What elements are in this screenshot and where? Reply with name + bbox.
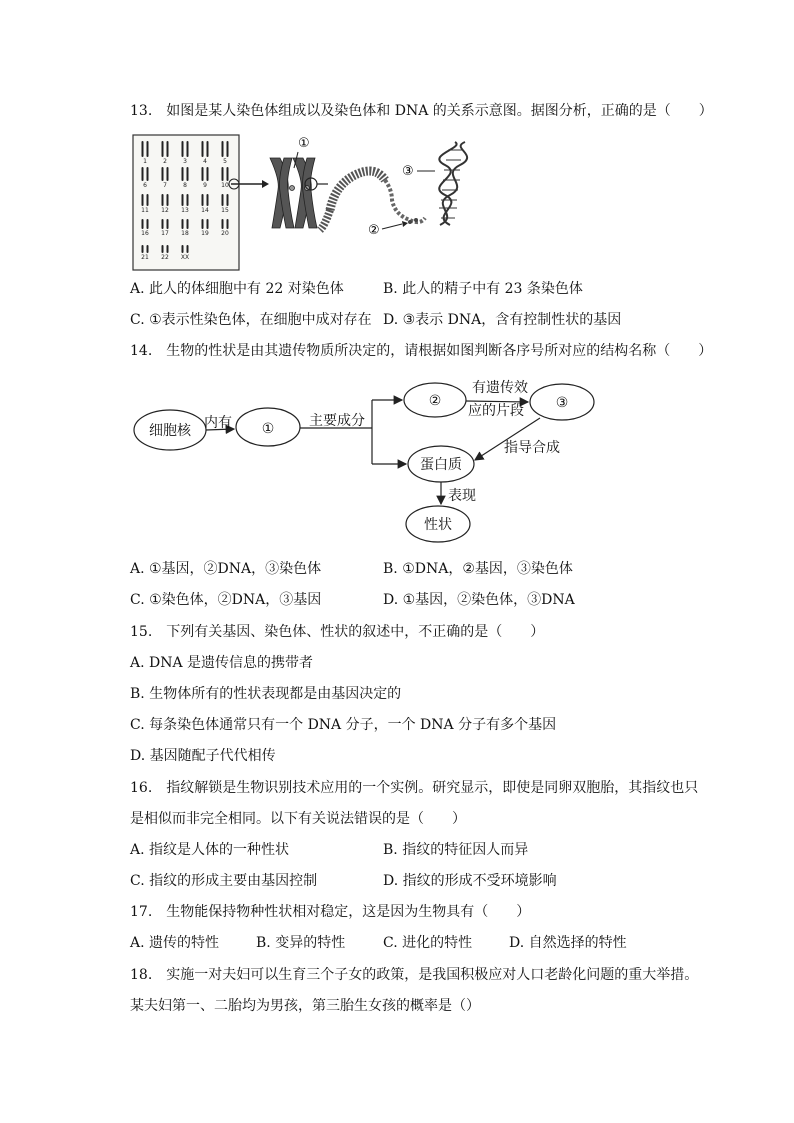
karyotype-number: 6 (143, 182, 147, 189)
karyotype-number: 16 (141, 230, 149, 237)
q14-stem: 14. 生物的性状是由其遗传物质所决定的，请根据如图判断各序号所对应的结构名称（ ） (130, 343, 713, 359)
karyotype-number: 21 (141, 254, 149, 261)
karyotype-number: 5 (223, 158, 227, 165)
q14-option-b: B. ①DNA，②基因，③染色体 (383, 561, 573, 577)
label-effect-line1: 有遗传效 (472, 380, 528, 396)
q15-option-d: D. 基因随配子代代相传 (130, 748, 276, 764)
q13-option-d: D. ③表示 DNA，含有控制性状的基因 (383, 312, 622, 328)
q15-option-c: C. 每条染色体通常只有一个 DNA 分子，一个 DNA 分子有多个基因 (130, 717, 557, 733)
q17-option-c: C. 进化的特性 (383, 935, 473, 951)
karyotype-number: 13 (181, 207, 189, 214)
q14-option-a: A. ①基因，②DNA，③染色体 (130, 561, 322, 577)
node-trait: 性状 (424, 517, 452, 533)
dna-helix-image (439, 142, 467, 225)
karyotype-number: 3 (183, 158, 187, 165)
q16-stem-line1: 16. 指纹解锁是生物识别技术应用的一个实例。研究显示，即使是同卵双胞胎，其指纹也只 (130, 780, 699, 796)
node-nucleus: 细胞核 (149, 423, 191, 439)
q13-option-c: C. ①表示性染色体，在细胞中成对存在 (130, 312, 372, 328)
karyotype-number: 11 (141, 207, 149, 214)
karyotype-number: 22 (161, 254, 169, 261)
q16-option-c: C. 指纹的形成主要由基因控制 (130, 873, 318, 889)
karyotype-number: 14 (201, 207, 209, 214)
karyotype-number: 20 (221, 230, 229, 237)
q16-stem-line2: 是相似而非完全相同。以下有关说法错误的是（ ） (130, 811, 466, 827)
label-3: ③ (402, 164, 414, 179)
node-2: ② (428, 393, 442, 409)
q15-stem: 15. 下列有关基因、染色体、性状的叙述中，不正确的是（ ） (130, 624, 545, 640)
q13-figure (130, 130, 610, 275)
karyotype-image (133, 135, 239, 270)
node-1: ① (261, 421, 275, 437)
q17-stem: 17. 生物能保持物种性状相对稳定，这是因为生物具有（ ） (130, 904, 531, 920)
q13-stem: 13. 如图是某人染色体组成以及染色体和 DNA 的关系示意图。据图分析，正确的是（ ） (130, 103, 713, 119)
karyotype-number: 8 (183, 182, 187, 189)
q14-option-d: D. ①基因，②染色体，③DNA (383, 592, 575, 608)
karyotype-number: 7 (163, 182, 167, 189)
q13-option-b: B. 此人的精子中有 23 条染色体 (383, 281, 583, 297)
q18-stem-line1: 18. 实施一对夫妇可以生育三个子女的政策，是我国积极应对人口老龄化问题的重大举措。 (130, 967, 699, 983)
label-guide: 指导合成 (504, 440, 560, 456)
q17-option-d: D. 自然选择的特性 (509, 935, 627, 951)
chromosome-image (270, 158, 317, 228)
q14-option-c: C. ①染色体，②DNA，③基因 (130, 592, 322, 608)
q17-option-a: A. 遗传的特性 (130, 935, 220, 951)
q13-option-a: A. 此人的体细胞中有 22 对染色体 (130, 281, 344, 297)
q18-stem-line2: 某夫妇第一、二胎均为男孩，第三胎生女孩的概率是（） (130, 998, 480, 1014)
karyotype-number: 18 (181, 230, 189, 237)
label-express: 表现 (448, 488, 476, 504)
karyotype-number: 12 (161, 207, 169, 214)
karyotype-number: 1 (143, 158, 147, 165)
q17-option-b: B. 变异的特性 (256, 935, 346, 951)
karyotype-number: 2 (163, 158, 167, 165)
karyotype-number: XX (180, 254, 190, 261)
label-contains: 内有 (204, 415, 232, 431)
q16-option-a: A. 指纹是人体的一种性状 (130, 842, 290, 858)
karyotype-number: 4 (203, 158, 207, 165)
q16-option-d: D. 指纹的形成不受环境影响 (383, 873, 557, 889)
node-3: ③ (555, 395, 569, 411)
karyotype-number: 17 (161, 230, 169, 237)
node-protein: 蛋白质 (420, 457, 462, 473)
karyotype-number: 9 (203, 182, 207, 189)
label-effect-line2: 应的片段 (468, 403, 524, 419)
karyotype-number: 10 (221, 182, 229, 189)
label-2: ② (368, 223, 380, 238)
q15-option-a: A. DNA 是遗传信息的携带者 (130, 655, 314, 671)
q14-diagram (130, 372, 610, 552)
label-1: ① (298, 136, 310, 151)
label-main-component: 主要成分 (309, 413, 365, 429)
q16-option-b: B. 指纹的特征因人而异 (383, 842, 529, 858)
q15-option-b: B. 生物体所有的性状表现都是由基因决定的 (130, 686, 402, 702)
karyotype-number: 15 (221, 207, 229, 214)
karyotype-number: 19 (201, 230, 209, 237)
